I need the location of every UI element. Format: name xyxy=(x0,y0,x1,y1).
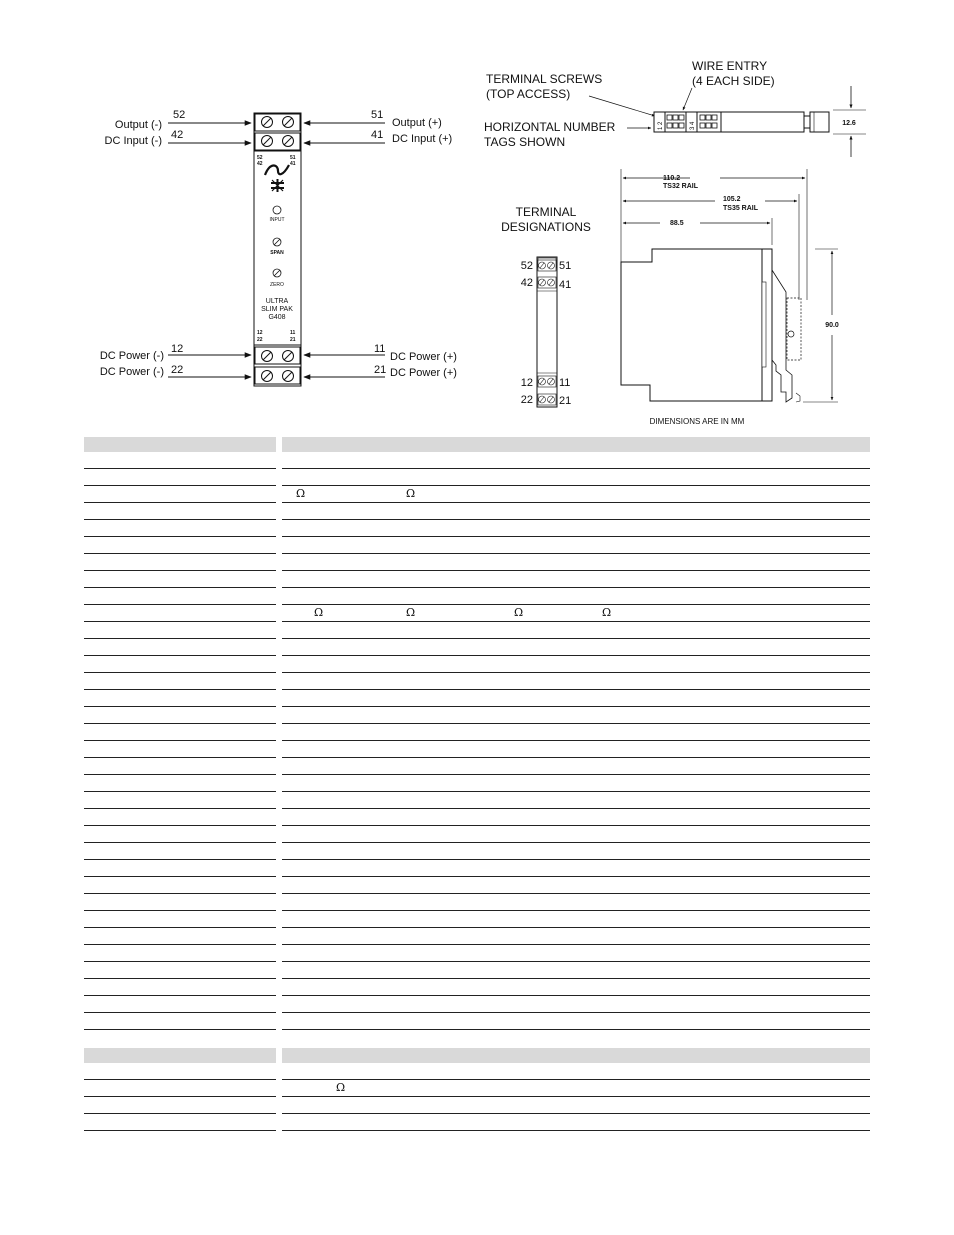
table-cell-label xyxy=(84,979,276,996)
table-cell-value xyxy=(282,673,870,690)
pwr-pos2-num: 21 xyxy=(374,364,387,376)
table-cell-value xyxy=(282,452,870,469)
table-cell-label xyxy=(84,639,276,656)
table-row xyxy=(84,639,870,656)
table-cell-value xyxy=(282,758,870,775)
table-cell-label xyxy=(84,537,276,554)
table-row xyxy=(84,588,870,605)
table-row xyxy=(84,809,870,826)
table-cell-value xyxy=(282,571,870,588)
des-22: 22 xyxy=(520,394,533,406)
table-cell-value xyxy=(282,1013,870,1030)
table-cell-value xyxy=(282,843,870,860)
dimensions-note: DIMENSIONS ARE IN MM xyxy=(649,417,745,426)
table-row xyxy=(84,945,870,962)
out-neg-label: Output (-) xyxy=(114,119,162,131)
out-pos-num: 51 xyxy=(371,109,384,121)
table-cell-label xyxy=(84,945,276,962)
dim-ts35-label: TS35 RAIL xyxy=(723,205,759,212)
module-tag-11: 11 xyxy=(290,330,296,336)
pwr-neg2-num: 22 xyxy=(171,364,184,376)
table-header-row xyxy=(84,1048,870,1063)
dc-in-neg-label: DC Input (-) xyxy=(104,135,162,147)
horizontal-tags-line2: TAGS SHOWN xyxy=(484,135,566,149)
pwr-neg1-num: 12 xyxy=(171,343,184,355)
des-12: 12 xyxy=(520,377,533,389)
module-name-line3: G408 xyxy=(268,314,286,321)
table-row xyxy=(84,571,870,588)
table-cell-label xyxy=(84,503,276,520)
table-cell-label xyxy=(84,962,276,979)
dim-885-value: 88.5 xyxy=(670,220,684,227)
dim-ts32-label: TS32 RAIL xyxy=(663,183,699,190)
table-cell-value xyxy=(282,741,870,758)
omega-symbol: Ω xyxy=(296,487,306,500)
table-row xyxy=(84,877,870,894)
designations-title-line2: DESIGNATIONS xyxy=(501,220,591,234)
omega-symbol: Ω xyxy=(406,487,416,500)
table-row xyxy=(84,792,870,809)
table-row xyxy=(84,520,870,537)
dc-in-neg-num: 42 xyxy=(171,129,184,141)
table-row xyxy=(84,469,870,486)
table-row xyxy=(84,707,870,724)
zero-label: ZERO xyxy=(270,282,284,288)
table-row xyxy=(84,775,870,792)
table-cell-value xyxy=(282,690,870,707)
zero-pot-icon xyxy=(273,269,281,277)
diagram-area xyxy=(0,0,954,435)
table-cell-value xyxy=(282,775,870,792)
top-view xyxy=(484,59,866,157)
table-cell-value xyxy=(282,826,870,843)
terminal-designations xyxy=(501,205,591,407)
pwr-pos2-label: DC Power (+) xyxy=(390,367,457,379)
table-row xyxy=(84,1013,870,1030)
des-51: 51 xyxy=(559,260,572,272)
pwr-pos1-label: DC Power (+) xyxy=(390,351,457,363)
wire-entry-line1: WIRE ENTRY xyxy=(692,59,768,73)
top-tag-12: 1 2 xyxy=(658,121,664,130)
table-cell-value xyxy=(282,537,870,554)
table-cell-value xyxy=(282,622,870,639)
omega-symbol: Ω xyxy=(314,606,324,619)
span-label: SPAN xyxy=(270,250,284,256)
spec-tables xyxy=(84,437,870,1131)
side-view-body xyxy=(621,249,762,401)
table-row xyxy=(84,894,870,911)
top-tag-34: 3 4 xyxy=(690,121,696,130)
table-cell-label xyxy=(84,673,276,690)
module-tag-52: 52 xyxy=(257,155,263,161)
table-cell-value xyxy=(282,877,870,894)
table-cell-label xyxy=(84,1063,276,1080)
table-cell-value xyxy=(282,503,870,520)
omega-symbol: Ω xyxy=(602,606,612,619)
pwr-neg2-label: DC Power (-) xyxy=(99,366,164,378)
table-cell-value xyxy=(282,962,870,979)
height-dim-label: 12.6 xyxy=(842,120,856,127)
table-cell-label xyxy=(84,605,276,622)
table-cell-value xyxy=(282,809,870,826)
table-cell-value xyxy=(282,469,870,486)
dim-height-value: 90.0 xyxy=(825,322,839,329)
table-cell-label xyxy=(84,520,276,537)
table-cell-label xyxy=(84,656,276,673)
wire-entry-line2: (4 EACH SIDE) xyxy=(692,74,775,88)
omega-symbol: Ω xyxy=(406,606,416,619)
table-cell-label xyxy=(84,452,276,469)
table-cell-label xyxy=(84,741,276,758)
table-cell-label xyxy=(84,928,276,945)
table-row xyxy=(84,452,870,469)
table-row xyxy=(84,1114,870,1131)
table-cell-label xyxy=(84,622,276,639)
module-name-line1: ULTRA xyxy=(265,298,289,305)
table-cell-value xyxy=(282,724,870,741)
dim-ts32-value: 110.2 xyxy=(663,175,681,182)
module-tag-12: 12 xyxy=(257,330,263,336)
module-tag-42: 42 xyxy=(257,161,263,167)
table-cell-value xyxy=(282,1114,870,1131)
table-row xyxy=(84,962,870,979)
side-view xyxy=(621,169,839,426)
table-cell-label xyxy=(84,996,276,1013)
spec-table-1 xyxy=(84,437,870,1030)
table-cell-label xyxy=(84,826,276,843)
dc-in-pos-label: DC Input (+) xyxy=(392,133,453,145)
table-cell-label xyxy=(84,554,276,571)
table-header-row xyxy=(84,437,870,452)
table-cell-value xyxy=(282,911,870,928)
table-row xyxy=(84,656,870,673)
table-cell-value xyxy=(282,792,870,809)
table-cell-value xyxy=(282,520,870,537)
out-pos-label: Output (+) xyxy=(392,117,442,129)
table-row xyxy=(84,741,870,758)
dc-in-pos-num: 41 xyxy=(371,129,384,141)
table-cell-value xyxy=(282,1097,870,1114)
spec-table-2 xyxy=(84,1048,870,1131)
table-row xyxy=(84,605,870,622)
input-led-icon xyxy=(273,206,281,214)
table-cell-label xyxy=(84,690,276,707)
table-cell-label xyxy=(84,469,276,486)
table-cell-label xyxy=(84,758,276,775)
table-row xyxy=(84,554,870,571)
table-row xyxy=(84,690,870,707)
out-neg-num: 52 xyxy=(173,109,186,121)
table-cell-value xyxy=(282,945,870,962)
wiring-diagram xyxy=(100,109,457,386)
des-21: 21 xyxy=(559,395,572,407)
table-row xyxy=(84,1080,870,1097)
table-cell-value xyxy=(282,1063,870,1080)
table-cell-label xyxy=(84,724,276,741)
table-row xyxy=(84,486,870,503)
table-cell-label xyxy=(84,571,276,588)
table-cell-label xyxy=(84,775,276,792)
des-42: 42 xyxy=(520,277,533,289)
table-row xyxy=(84,996,870,1013)
table-cell-label xyxy=(84,1013,276,1030)
module-tag-21: 21 xyxy=(290,337,296,343)
table-cell-label xyxy=(84,588,276,605)
des-52: 52 xyxy=(520,260,533,272)
table-row xyxy=(84,1097,870,1114)
omega-symbol: Ω xyxy=(336,1081,346,1094)
table-cell-label xyxy=(84,877,276,894)
module-tag-22: 22 xyxy=(257,337,263,343)
table-cell-value xyxy=(282,707,870,724)
table-row xyxy=(84,843,870,860)
table-cell-label xyxy=(84,707,276,724)
module-name-line2: SLIM PAK xyxy=(261,306,293,313)
terminal-screws-line2: (TOP ACCESS) xyxy=(486,87,571,101)
table-cell-label xyxy=(84,911,276,928)
table-cell-value xyxy=(282,588,870,605)
table-cell-label xyxy=(84,809,276,826)
table-cell-value xyxy=(282,656,870,673)
table-row xyxy=(84,928,870,945)
pwr-neg1-label: DC Power (-) xyxy=(99,350,164,362)
table-row xyxy=(84,911,870,928)
table-row xyxy=(84,979,870,996)
des-41: 41 xyxy=(559,279,572,291)
table-row xyxy=(84,1063,870,1080)
module-tag-51: 51 xyxy=(290,155,296,161)
span-pot-icon xyxy=(273,238,281,246)
table-row xyxy=(84,537,870,554)
table-cell-value xyxy=(282,894,870,911)
table-row xyxy=(84,622,870,639)
table-cell-label xyxy=(84,1114,276,1131)
table-row xyxy=(84,758,870,775)
module-tag-41: 41 xyxy=(290,161,296,167)
table-row xyxy=(84,826,870,843)
table-cell-value xyxy=(282,486,870,503)
designations-title-line1: TERMINAL xyxy=(515,205,577,219)
table-cell-value xyxy=(282,979,870,996)
table-cell-value xyxy=(282,554,870,571)
table-cell-label xyxy=(84,1080,276,1097)
table-row xyxy=(84,860,870,877)
dim-ts35-value: 105.2 xyxy=(723,196,741,203)
terminal-screws-line1: TERMINAL SCREWS xyxy=(486,72,603,86)
table-cell-label xyxy=(84,1097,276,1114)
table-cell-value xyxy=(282,605,870,622)
pwr-pos1-num: 11 xyxy=(374,343,386,355)
table-row xyxy=(84,503,870,520)
table-cell-label xyxy=(84,894,276,911)
table-cell-label xyxy=(84,860,276,877)
input-label: INPUT xyxy=(269,217,285,223)
table-row xyxy=(84,724,870,741)
horizontal-tags-line1: HORIZONTAL NUMBER xyxy=(484,120,616,134)
table-cell-label xyxy=(84,486,276,503)
table-row xyxy=(84,673,870,690)
des-11: 11 xyxy=(559,377,571,389)
table-cell-label xyxy=(84,792,276,809)
table-cell-label xyxy=(84,843,276,860)
omega-symbol: Ω xyxy=(514,606,524,619)
table-cell-value xyxy=(282,928,870,945)
table-cell-value xyxy=(282,1080,870,1097)
table-cell-value xyxy=(282,860,870,877)
table-cell-value xyxy=(282,639,870,656)
table-cell-value xyxy=(282,996,870,1013)
